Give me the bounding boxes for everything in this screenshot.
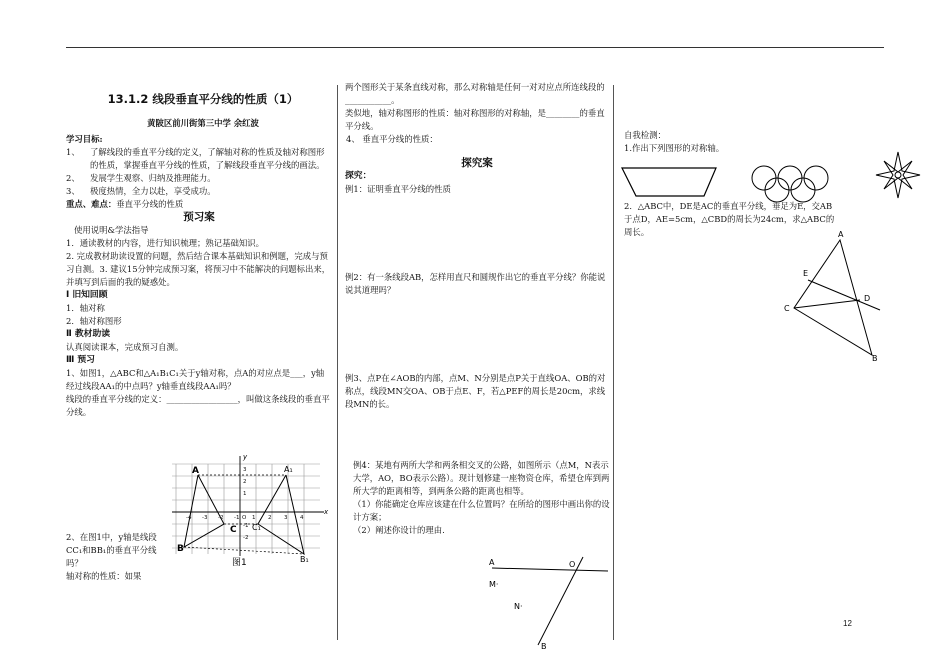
point-a-label: A <box>192 466 199 476</box>
objective-item-2: 2、 发展学生观察、归纳及推理能力。 <box>66 173 216 183</box>
example-3: 例3、点P在∠AOB的内部，点M、N分别是点P关于直线OA、OB的对称点，线段MN交OA、OB于点E、F，若△PEF的周长是20cm，求线段MN的长。 <box>345 373 606 409</box>
question-1: 1、如图1，△ABC和△A₁B₁C₁关于y轴对称，点A的对应点是___，y轴经过线段AA₁的中点吗？y轴垂直线段AA₁吗？ <box>66 368 325 391</box>
y-tick: -1 <box>243 523 249 529</box>
x-tick: -1 <box>234 515 240 521</box>
example-1: 例1：证明垂直平分线的性质 <box>345 184 451 194</box>
property-text-3: 4、 垂直平分线的性质： <box>346 134 438 144</box>
figure-triangle-abc <box>780 230 890 365</box>
example-4-question-2: （2）阐述你设计的理由. <box>353 525 445 535</box>
label-e: E <box>803 269 809 278</box>
compass-star-figure <box>870 150 926 200</box>
olympic-rings-figure <box>748 164 832 204</box>
x-tick: -3 <box>202 515 208 521</box>
column-divider-left <box>337 85 338 640</box>
symmetry-property: 轴对称的性质：如果 <box>66 571 142 581</box>
point-a1-label: A₁ <box>284 465 293 474</box>
point-b1-label: B₁ <box>300 555 309 564</box>
example-4-question-1: （1）你能确定仓库应该建在什么位置吗？在所给的图形中画出你的设计方案； <box>353 499 610 522</box>
x-axis-label: x <box>324 508 329 516</box>
self-test-question-2: 2．△ABC中，DE是AC的垂直平分线，垂足为E，交AB于点D，AE=5cm，△CBD的周长为24cm，求△ABC的周长。 <box>624 201 835 237</box>
example-3-block <box>345 372 611 411</box>
example-4: 例4：某地有两所大学和两条相交叉的公路，如图所示（点M，N表示大学，AO，BO表示公路）。现计划修建一座物资仓库，希望仓库到两所大学的距离相等，到两条公路的距离也相等。 <box>353 460 610 496</box>
definition-blank: 线段的垂直平分线的定义：_________________，叫做这条线段的垂直平分线。 <box>66 394 330 417</box>
y-tick: 1 <box>243 491 247 497</box>
x-tick: -2 <box>218 515 224 521</box>
right-column <box>624 129 839 155</box>
example-2-block <box>345 271 611 297</box>
author-line: 黄陂区前川街第三中学 余红波 <box>147 118 259 128</box>
reading-text: 认真阅读课本，完成预习自测。 <box>66 342 184 352</box>
figure-1-coordinate-grid <box>172 453 332 568</box>
label-a: A <box>838 230 844 239</box>
self-test-question-1: 1.作出下列图形的对称轴。 <box>624 143 725 153</box>
property-text-1: 两个图形关于某条直线对称，那么对称轴是任何一对对应点所连线段的___________。 <box>345 82 605 105</box>
question-2: 2、在图1中，y轴是线段CC₁和BB₁的垂直平分线吗？ <box>66 532 157 568</box>
label-d: D <box>864 294 871 303</box>
y-tick: 2 <box>243 479 247 485</box>
example-2: 例2：有一条线段AB，怎样用直尺和圆规作出它的垂直平分线？你能说说其道理吗？ <box>345 272 606 295</box>
page-title: 13.1.2 线段垂直平分线的性质（1） <box>107 92 299 106</box>
point-c1-label: C₁ <box>252 523 261 532</box>
usage-label: 使用说明&学法指导 <box>74 225 149 235</box>
objectives-heading: 学习目标: <box>66 134 103 144</box>
figure-roads <box>480 555 620 655</box>
triangle-a1b1c1 <box>258 475 304 554</box>
page-number: 12 <box>843 619 852 628</box>
point-c-label: C <box>230 525 237 535</box>
review-item-1: 1．轴对称 <box>66 303 105 313</box>
x-tick: 3 <box>284 515 288 521</box>
section-reading-heading: Ⅱ 教材助读 <box>66 329 111 339</box>
x-tick: 2 <box>268 515 272 521</box>
origin-label: O <box>242 515 247 521</box>
label-m: M· <box>489 580 499 589</box>
preview-heading: 预习案 <box>183 211 215 223</box>
header-rule <box>66 47 884 48</box>
middle-column <box>345 81 609 196</box>
y-tick: 3 <box>243 467 247 473</box>
question-2-block <box>66 531 160 583</box>
y-tick: -2 <box>243 535 249 541</box>
x-tick: -4 <box>186 515 192 521</box>
review-item-2: 2．轴对称图形 <box>66 316 122 326</box>
label-b: B <box>872 354 878 363</box>
objective-item-1: 1、 了解线段的垂直平分线的定义，了解轴对称的性质及轴对称图形的性质，掌握垂直平分线的性质，了解线段垂直平分线的画法。 <box>66 147 325 170</box>
objective-item-3: 3、 极度热情，全力以赴，享受成功。 <box>66 186 216 196</box>
y-axis-label: y <box>243 453 248 461</box>
section-preview-heading: Ⅲ 预习 <box>66 355 95 365</box>
explore-heading: 探究案 <box>461 157 493 169</box>
label-a: A <box>489 558 495 567</box>
triangle-outline <box>794 240 872 355</box>
explore-label: 探究： <box>345 171 372 181</box>
point-b-label: B <box>177 544 184 554</box>
section-review-heading: Ⅰ 旧知回顾 <box>66 290 108 300</box>
x-tick: 1 <box>252 515 256 521</box>
x-tick: 4 <box>300 515 304 521</box>
label-c: C <box>784 304 790 313</box>
property-text-2: 类似地，轴对称图形的性质：轴对称图形的对称轴，是________的垂直平分线。 <box>345 108 605 131</box>
example-4-block <box>353 459 611 537</box>
trapezoid-figure <box>620 166 720 202</box>
label-n: N· <box>514 602 523 611</box>
key-points: 重点、难点：垂直平分线的性质 <box>66 199 184 209</box>
label-b: B <box>541 642 547 651</box>
usage-item-2: 2. 完成教材助读设置的问题，然后结合课本基础知识和例题，完成与预习自测。3. 建议15分钟完成预习案，将预习中不能解决的问题标出来，并填写到后面的我的疑惑处。 <box>66 251 331 287</box>
usage-item-1: 1．通读教材的内容，进行知识梳理；熟记基础知识。 <box>66 238 264 248</box>
left-column <box>66 93 332 419</box>
self-test-heading: 自我检测： <box>624 130 666 140</box>
segment-cd <box>794 300 860 308</box>
figure-1-caption: 图1 <box>232 558 247 568</box>
label-o: O <box>569 560 576 569</box>
road-ao <box>492 568 608 571</box>
